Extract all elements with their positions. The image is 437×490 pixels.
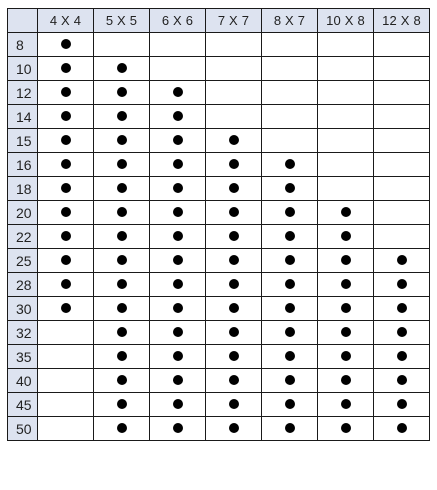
filled-circle-icon [229, 231, 239, 241]
table-cell [94, 249, 150, 273]
table-cell [38, 201, 94, 225]
table-row [8, 105, 430, 129]
table-cell [206, 225, 262, 249]
table-cell [94, 321, 150, 345]
row-label: 12 [8, 81, 38, 105]
filled-circle-icon [173, 207, 183, 217]
table-cell [206, 393, 262, 417]
table-cell [318, 225, 374, 249]
filled-circle-icon [173, 87, 183, 97]
table-cell [38, 225, 94, 249]
filled-circle-icon [341, 207, 351, 217]
table-cell [206, 345, 262, 369]
table-cell [38, 321, 94, 345]
row-label: 32 [8, 321, 38, 345]
row-label: 40 [8, 369, 38, 393]
filled-circle-icon [117, 255, 127, 265]
filled-circle-icon [61, 279, 71, 289]
filled-circle-icon [229, 255, 239, 265]
table-cell [38, 249, 94, 273]
filled-circle-icon [341, 423, 351, 433]
table-row [8, 297, 430, 321]
column-header: 7 X 7 [206, 9, 262, 33]
table-cell [150, 33, 206, 57]
table-cell [38, 81, 94, 105]
table-cell [94, 393, 150, 417]
filled-circle-icon [229, 399, 239, 409]
filled-circle-icon [173, 255, 183, 265]
filled-circle-icon [229, 159, 239, 169]
filled-circle-icon [117, 63, 127, 73]
filled-circle-icon [173, 375, 183, 385]
filled-circle-icon [117, 303, 127, 313]
table-cell [318, 177, 374, 201]
table-cell [38, 345, 94, 369]
filled-circle-icon [117, 375, 127, 385]
filled-circle-icon [61, 207, 71, 217]
table-cell [206, 321, 262, 345]
table-cell [262, 393, 318, 417]
table-cell [94, 177, 150, 201]
row-label: 10 [8, 57, 38, 81]
filled-circle-icon [285, 231, 295, 241]
table-cell [38, 129, 94, 153]
column-header: 10 X 8 [318, 9, 374, 33]
table-cell [206, 201, 262, 225]
filled-circle-icon [61, 135, 71, 145]
filled-circle-icon [229, 279, 239, 289]
filled-circle-icon [61, 39, 71, 49]
table-row [8, 393, 430, 417]
filled-circle-icon [117, 207, 127, 217]
table-row [8, 81, 430, 105]
table-cell [206, 417, 262, 441]
table-cell [318, 153, 374, 177]
table-cell [150, 129, 206, 153]
filled-circle-icon [285, 183, 295, 193]
filled-circle-icon [285, 399, 295, 409]
table-cell [374, 57, 430, 81]
table-cell [150, 153, 206, 177]
table-cell [374, 393, 430, 417]
table-cell [262, 105, 318, 129]
table-cell [38, 57, 94, 81]
row-label: 8 [8, 33, 38, 57]
table-cell [150, 273, 206, 297]
table-cell [374, 81, 430, 105]
filled-circle-icon [173, 327, 183, 337]
table-cell [150, 393, 206, 417]
table-cell [262, 321, 318, 345]
filled-circle-icon [341, 231, 351, 241]
table-row [8, 201, 430, 225]
table-cell [150, 369, 206, 393]
filled-circle-icon [117, 279, 127, 289]
table-cell [318, 201, 374, 225]
table-cell [94, 201, 150, 225]
table-cell [150, 321, 206, 345]
row-label: 16 [8, 153, 38, 177]
table-cell [318, 321, 374, 345]
table-cell [318, 105, 374, 129]
table-cell [150, 417, 206, 441]
filled-circle-icon [229, 183, 239, 193]
filled-circle-icon [117, 399, 127, 409]
filled-circle-icon [285, 159, 295, 169]
table-cell [262, 369, 318, 393]
filled-circle-icon [229, 207, 239, 217]
table-cell [206, 33, 262, 57]
table-cell [262, 273, 318, 297]
table-cell [94, 273, 150, 297]
filled-circle-icon [285, 279, 295, 289]
table-cell [318, 129, 374, 153]
availability-table [7, 8, 430, 441]
row-label: 20 [8, 201, 38, 225]
row-label: 18 [8, 177, 38, 201]
column-header: 12 X 8 [374, 9, 430, 33]
filled-circle-icon [173, 231, 183, 241]
table-cell [262, 177, 318, 201]
table-cell [206, 249, 262, 273]
filled-circle-icon [117, 87, 127, 97]
table-cell [262, 417, 318, 441]
filled-circle-icon [397, 327, 407, 337]
table-cell [374, 129, 430, 153]
table-cell [94, 81, 150, 105]
row-label: 45 [8, 393, 38, 417]
column-header: 6 X 6 [150, 9, 206, 33]
table-cell [38, 33, 94, 57]
table-cell [38, 417, 94, 441]
table-cell [150, 177, 206, 201]
filled-circle-icon [341, 327, 351, 337]
table-cell [374, 417, 430, 441]
table-cell [262, 81, 318, 105]
table-cell [318, 33, 374, 57]
table-cell [318, 417, 374, 441]
table-cell [374, 33, 430, 57]
table-cell [318, 249, 374, 273]
table-cell [38, 153, 94, 177]
filled-circle-icon [341, 375, 351, 385]
filled-circle-icon [173, 279, 183, 289]
table-cell [150, 345, 206, 369]
table-row [8, 249, 430, 273]
filled-circle-icon [173, 399, 183, 409]
table-cell [38, 273, 94, 297]
table-cell [374, 249, 430, 273]
filled-circle-icon [341, 399, 351, 409]
table-cell [206, 273, 262, 297]
filled-circle-icon [117, 111, 127, 121]
filled-circle-icon [117, 231, 127, 241]
filled-circle-icon [397, 351, 407, 361]
row-label: 14 [8, 105, 38, 129]
filled-circle-icon [229, 135, 239, 145]
table-row [8, 177, 430, 201]
table-row [8, 417, 430, 441]
table-cell [150, 105, 206, 129]
table-cell [374, 225, 430, 249]
table-cell [318, 297, 374, 321]
table-cell [206, 129, 262, 153]
filled-circle-icon [229, 327, 239, 337]
table-cell [206, 105, 262, 129]
filled-circle-icon [61, 231, 71, 241]
table-cell [38, 297, 94, 321]
filled-circle-icon [117, 327, 127, 337]
filled-circle-icon [397, 279, 407, 289]
table-cell [94, 129, 150, 153]
filled-circle-icon [173, 423, 183, 433]
table-cell [374, 345, 430, 369]
table-cell [38, 369, 94, 393]
table-cell [318, 393, 374, 417]
row-label: 28 [8, 273, 38, 297]
filled-circle-icon [397, 255, 407, 265]
table-row [8, 33, 430, 57]
table-cell [94, 345, 150, 369]
filled-circle-icon [341, 255, 351, 265]
row-label: 50 [8, 417, 38, 441]
table-row [8, 369, 430, 393]
filled-circle-icon [61, 183, 71, 193]
filled-circle-icon [397, 375, 407, 385]
table-cell [262, 345, 318, 369]
corner-cell [8, 9, 38, 33]
table-row [8, 153, 430, 177]
table-cell [206, 177, 262, 201]
table-row [8, 57, 430, 81]
filled-circle-icon [397, 423, 407, 433]
filled-circle-icon [285, 255, 295, 265]
table-header [8, 9, 430, 33]
filled-circle-icon [341, 351, 351, 361]
filled-circle-icon [61, 303, 71, 313]
table-cell [262, 249, 318, 273]
filled-circle-icon [285, 423, 295, 433]
filled-circle-icon [117, 159, 127, 169]
table-cell [150, 297, 206, 321]
table-cell [318, 81, 374, 105]
table-cell [262, 297, 318, 321]
table-cell [206, 57, 262, 81]
filled-circle-icon [341, 279, 351, 289]
table-cell [94, 225, 150, 249]
filled-circle-icon [117, 423, 127, 433]
table-cell [374, 321, 430, 345]
table-body [8, 33, 430, 441]
table-row [8, 273, 430, 297]
table-cell [38, 393, 94, 417]
table-row [8, 345, 430, 369]
table-cell [262, 225, 318, 249]
table-cell [38, 105, 94, 129]
table-cell [318, 57, 374, 81]
table-cell [374, 297, 430, 321]
filled-circle-icon [117, 135, 127, 145]
filled-circle-icon [229, 351, 239, 361]
filled-circle-icon [173, 135, 183, 145]
filled-circle-icon [117, 183, 127, 193]
table-cell [374, 273, 430, 297]
table-cell [206, 297, 262, 321]
filled-circle-icon [173, 111, 183, 121]
table-cell [94, 297, 150, 321]
filled-circle-icon [229, 423, 239, 433]
table-cell [94, 417, 150, 441]
table-cell [318, 369, 374, 393]
filled-circle-icon [397, 399, 407, 409]
table-cell [206, 369, 262, 393]
filled-circle-icon [61, 159, 71, 169]
table-cell [374, 105, 430, 129]
table-cell [318, 273, 374, 297]
filled-circle-icon [397, 303, 407, 313]
table-cell [150, 57, 206, 81]
table-row [8, 321, 430, 345]
table-cell [262, 33, 318, 57]
table-cell [94, 57, 150, 81]
filled-circle-icon [229, 375, 239, 385]
table-cell [262, 129, 318, 153]
header-row [8, 9, 430, 33]
filled-circle-icon [61, 255, 71, 265]
table-cell [94, 105, 150, 129]
table-cell [374, 369, 430, 393]
table-cell [150, 225, 206, 249]
filled-circle-icon [173, 183, 183, 193]
row-label: 35 [8, 345, 38, 369]
table-cell [94, 369, 150, 393]
filled-circle-icon [285, 327, 295, 337]
table-cell [262, 153, 318, 177]
filled-circle-icon [285, 303, 295, 313]
filled-circle-icon [173, 303, 183, 313]
column-header: 5 X 5 [94, 9, 150, 33]
filled-circle-icon [61, 87, 71, 97]
filled-circle-icon [341, 303, 351, 313]
filled-circle-icon [173, 159, 183, 169]
filled-circle-icon [229, 303, 239, 313]
row-label: 30 [8, 297, 38, 321]
table-cell [374, 177, 430, 201]
table-cell [374, 153, 430, 177]
filled-circle-icon [285, 207, 295, 217]
filled-circle-icon [285, 351, 295, 361]
filled-circle-icon [117, 351, 127, 361]
column-header: 4 X 4 [38, 9, 94, 33]
table-cell [38, 177, 94, 201]
table-cell [150, 249, 206, 273]
row-label: 22 [8, 225, 38, 249]
filled-circle-icon [285, 375, 295, 385]
table-cell [374, 201, 430, 225]
table-row [8, 225, 430, 249]
column-header: 8 X 7 [262, 9, 318, 33]
filled-circle-icon [173, 351, 183, 361]
table-cell [94, 153, 150, 177]
table-cell [206, 81, 262, 105]
row-label: 25 [8, 249, 38, 273]
table-cell [262, 201, 318, 225]
table-cell [150, 201, 206, 225]
table-cell [318, 345, 374, 369]
table-cell [94, 33, 150, 57]
table-cell [150, 81, 206, 105]
table-row [8, 129, 430, 153]
table-cell [262, 57, 318, 81]
filled-circle-icon [61, 63, 71, 73]
table-cell [206, 153, 262, 177]
filled-circle-icon [61, 111, 71, 121]
row-label: 15 [8, 129, 38, 153]
